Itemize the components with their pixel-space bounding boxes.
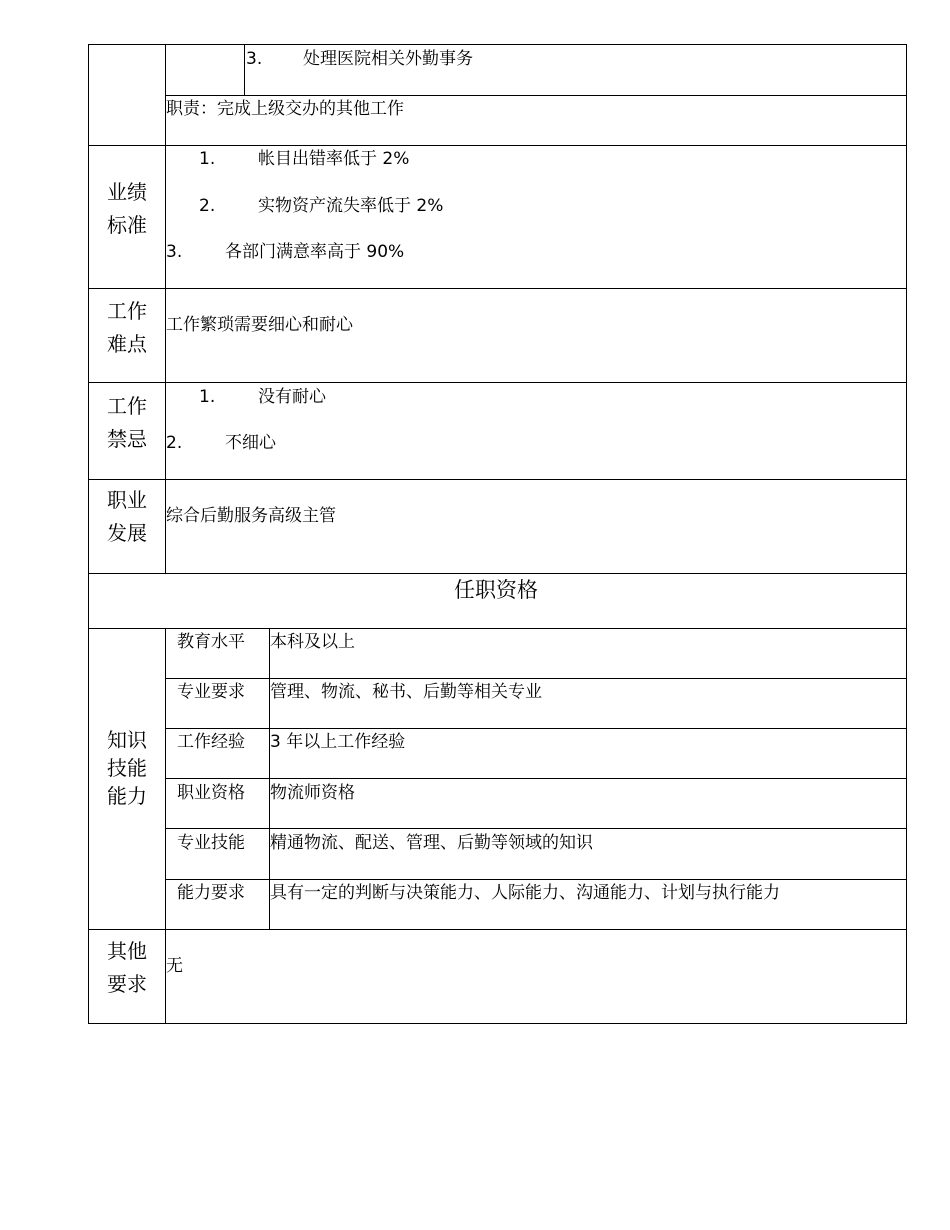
qual-row-divider-2 (165, 728, 907, 729)
qualification-heading: 任职资格 (454, 578, 538, 602)
difficulty-text: 工作繁琐需要细心和耐心 (166, 315, 353, 335)
top-item-text: 处理医院相关外勤事务 (303, 49, 473, 69)
taboo-item-1-text: 没有耐心 (258, 387, 326, 407)
qual-key-ability: 能力要求 (177, 883, 245, 903)
performance-item-2-number: 2. (199, 196, 216, 216)
label-column-divider-upper (165, 44, 166, 573)
performance-item-1-number: 1. (199, 149, 216, 169)
qual-value-education: 本科及以上 (270, 632, 355, 652)
qual-value-certification: 物流师资格 (270, 783, 355, 803)
qualification-label: 知识 技能 能力 (107, 728, 147, 808)
duty-text: 职责：完成上级交办的其他工作 (166, 99, 404, 119)
performance-item-2-text: 实物资产流失率低于 2% (258, 196, 444, 216)
qual-key-skills: 专业技能 (177, 833, 245, 853)
taboo-item-2-text: 不细心 (225, 433, 276, 453)
performance-item-1-text: 帐目出错率低于 2% (258, 149, 410, 169)
qual-key-major: 专业要求 (177, 682, 245, 702)
career-text: 综合后勤服务高级主管 (166, 506, 336, 526)
performance-item-3-number: 3. (166, 242, 183, 262)
taboo-item-1-number: 1. (199, 387, 216, 407)
qual-row-divider-4 (165, 828, 907, 829)
row-divider-career (88, 573, 907, 574)
qual-row-divider-3 (165, 778, 907, 779)
row-divider-performance (88, 288, 907, 289)
table-top-border (88, 44, 907, 45)
performance-label: 业绩 标准 (107, 180, 147, 237)
row-divider-qualification (88, 929, 907, 930)
difficulty-label: 工作 难点 (107, 299, 147, 356)
qual-value-skills: 精通物流、配送、管理、后勤等领域的知识 (270, 833, 593, 853)
qual-key-experience: 工作经验 (177, 732, 245, 752)
qual-row-divider-1 (165, 678, 907, 679)
qual-value-experience: 3 年以上工作经验 (270, 732, 406, 752)
other-label: 其他 要求 (107, 939, 147, 996)
qual-key-certification: 职业资格 (177, 783, 245, 803)
row-divider-difficulty (88, 382, 907, 383)
top-item-number: 3. (246, 49, 263, 69)
performance-item-3-text: 各部门满意率高于 90% (225, 242, 405, 262)
top-item-divider (244, 44, 245, 95)
row-divider-heading (88, 628, 907, 629)
taboo-item-2-number: 2. (166, 433, 183, 453)
taboo-label: 工作 禁忌 (107, 394, 147, 451)
row-divider-duty (88, 145, 907, 146)
table-right-border (906, 44, 907, 1024)
row-divider-taboo (88, 479, 907, 480)
qual-value-ability: 具有一定的判断与决策能力、人际能力、沟通能力、计划与执行能力 (270, 883, 780, 903)
row-divider-top-item (165, 95, 907, 96)
qual-value-major: 管理、物流、秘书、后勤等相关专业 (270, 682, 542, 702)
other-text: 无 (166, 956, 183, 976)
qual-row-divider-5 (165, 879, 907, 880)
qual-key-education: 教育水平 (177, 632, 245, 652)
career-label: 职业 发展 (107, 488, 147, 545)
table-bottom-border (88, 1023, 907, 1024)
